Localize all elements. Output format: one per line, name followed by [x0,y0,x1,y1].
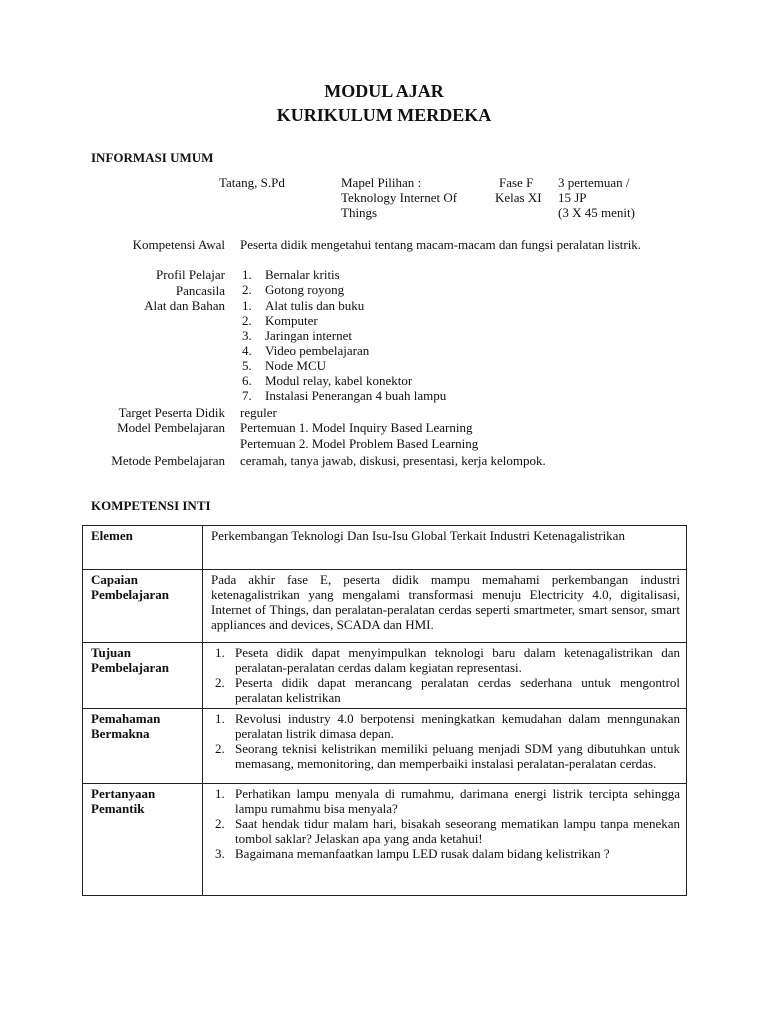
list-item: 6. Modul relay, kabel konektor [242,373,413,388]
fase-label: Fase F [499,175,534,190]
time-line: 15 JP [558,190,587,205]
document-title-line2: KURIKULUM MERDEKA [276,105,492,125]
pertanyaan-list [203,784,687,896]
metode-label: Metode Pembelajaran [111,453,225,468]
list-item: 3. Bagaimana memanfaatkan lampu LED rusak dalam bidang kelistrikan ? [215,846,610,861]
kompetensi-awal-label: Kompetensi Awal [132,237,225,252]
teacher-name: Tatang, S.Pd [219,175,285,190]
time-line: 3 pertemuan / [558,175,630,190]
tujuan-label: Tujuan Pembelajaran [83,643,203,709]
tujuan-list [203,643,687,709]
profil-list [240,267,680,297]
table-row [83,784,687,896]
list-item: 1. Peseta didik dapat menyimpulkan teknologi baru dalam ketenagalistrikan dan peralatan-peralatan cerdas dalam kegiatan representasi. [215,645,680,675]
list-item: 1. Bernalar kritis [242,267,340,282]
section-heading-informasi-umum: INFORMASI UMUM [91,150,214,165]
pertanyaan-label: Pertanyaan Pemantik [83,784,203,896]
list-item: 2. Komputer [242,313,318,328]
model-item: Pertemuan 1. Model Inquiry Based Learning [240,420,473,435]
list-item: 1. Perhatikan lampu menyala di rumahmu, darimana energi listrik tercipta sehingga lampu rumahmu bisa menyala? [215,786,680,816]
time-allocation [558,175,678,220]
document-title-line1: MODUL AJAR [324,81,444,101]
capaian-value: Pada akhir fase E, peserta didik mampu memahami perkembangan industri ketenagalistrikan yang mengalami transformasi menuju Electricity 4.0, digitalisasi, Internet of Things, dan peralatan-peralatan cerdas seperti smartmeter, smart sensor, smart appliances and devices, SCADA dan HMI. [203,570,687,643]
mapel-line: Mapel Pilihan : [341,175,422,190]
mapel-info [341,175,491,220]
alat-bahan-label: Alat dan Bahan [144,298,225,313]
metode-value: ceramah, tanya jawab, diskusi, presentasi, kerja kelompok. [240,453,546,468]
list-item: 3. Jaringan internet [242,328,352,343]
target-value: reguler [240,405,277,420]
list-item: 7. Instalasi Penerangan 4 buah lampu [242,388,447,403]
capaian-label: Capaian Pembelajaran [83,570,203,643]
profil-label-line2: Pancasila [175,283,225,298]
kelas-label: Kelas XI [495,190,542,205]
section-heading-kompetensi-inti: KOMPETENSI INTI [91,498,211,513]
kompetensi-awal-value: Peserta didik mengetahui tentang macam-macam dan fungsi peralatan listrik. [240,237,642,252]
model-item: Pertemuan 2. Model Problem Based Learning [240,436,479,451]
list-item: 2. Saat hendak tidur malam hari, bisakah seseorang mematikan lampu tanpa menekan tombol saklar? Jelaskan apa yang anda ketahui! [215,816,680,846]
table-row [83,570,687,643]
time-line: (3 X 45 menit) [558,205,635,220]
alat-bahan-list [240,298,680,403]
profil-label-line1: Profil Pelajar [156,267,225,282]
elemen-label: Elemen [83,526,203,570]
mapel-line: Teknology Internet Of [341,190,458,205]
target-label: Target Peserta Didik [118,405,225,420]
list-item: 1. Alat tulis dan buku [242,298,365,313]
pemahaman-label: Pemahaman Bermakna [83,709,203,784]
table-row [83,709,687,784]
list-item: 2. Seorang teknisi kelistrikan memiliki peluang menjadi SDM yang dibutuhkan untuk memasang, memonitoring, dan memperbaiki instalasi peralatan-peralatan cerdas. [215,741,680,771]
table-row [83,526,687,570]
elemen-value: Perkembangan Teknologi Dan Isu-Isu Global Terkait Industri Ketenagalistrikan [203,526,687,570]
list-item: 2. Gotong royong [242,282,345,297]
pemahaman-list [203,709,687,784]
list-item: 4. Video pembelajaran [242,343,370,358]
kompetensi-inti-table [82,525,687,896]
list-item: 2. Peserta didik dapat merancang peralatan cerdas sederhana untuk mengontrol peralatan kelistrikan [215,675,680,705]
model-label: Model Pembelajaran [117,420,225,435]
list-item: 1. Revolusi industry 4.0 berpotensi meningkatkan kemudahan dalam menngunakan peralatan listrik dimasa depan. [215,711,680,741]
mapel-line: Things [341,205,378,220]
list-item: 5. Node MCU [242,358,327,373]
table-row [83,643,687,709]
